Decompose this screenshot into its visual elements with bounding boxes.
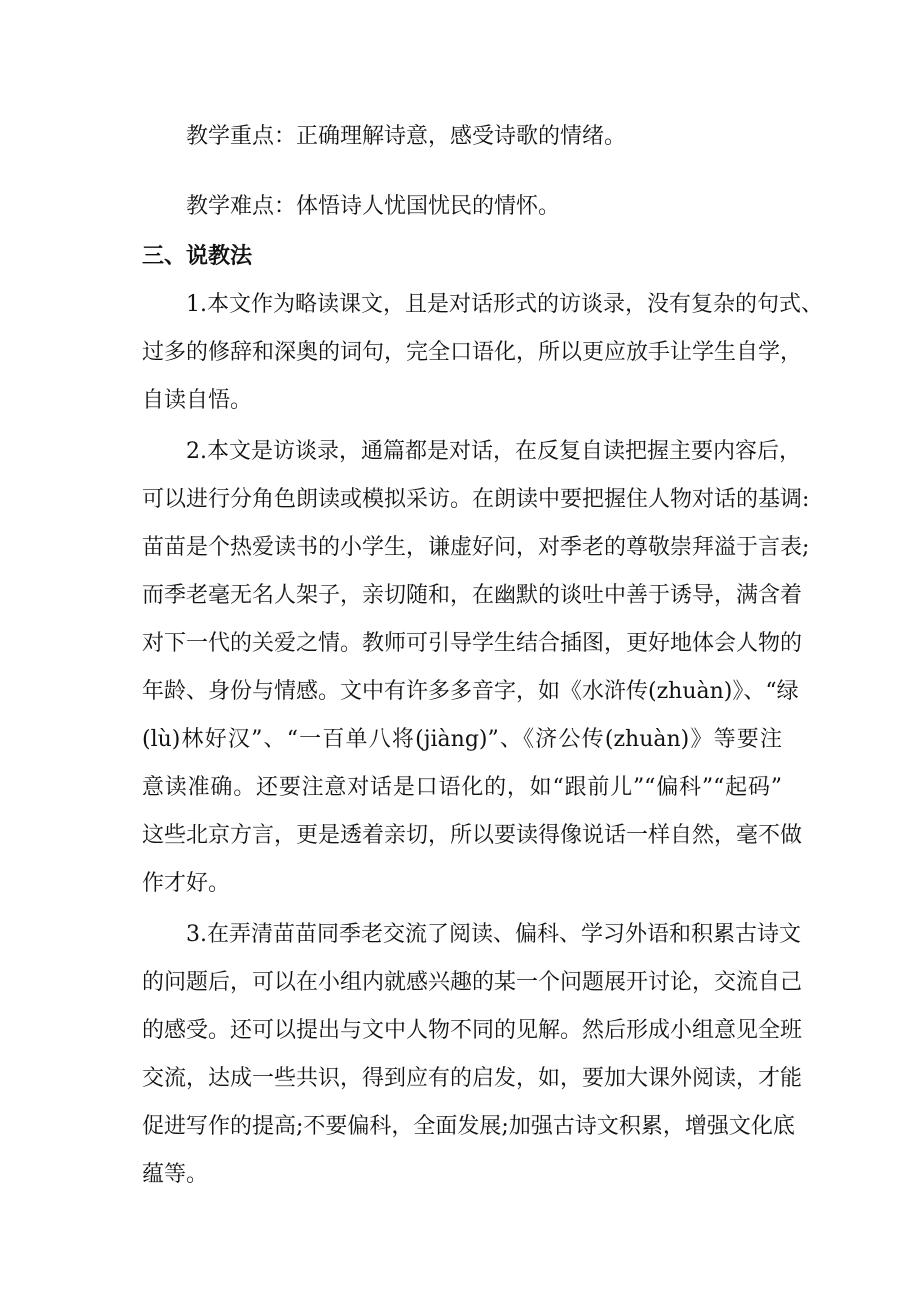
para3-line: 蕴等。 [142,1162,209,1187]
para2-line: 而季老毫无名人架子，亲切随和，在幽默的谈吐中善于诱导，满含着 [142,583,803,608]
para2-line: 这些北京方言，更是透着亲切，所以要读得像说话一样自然，毫不做 [142,823,803,848]
para1-line: 1.本文作为略读课文，且是对话形式的访谈录，没有复杂的句式、 [186,292,823,317]
para2-line: 作才好。 [142,871,231,896]
para1-line: 自读自悟。 [142,388,253,413]
para2-line: 年龄、身份与情感。文中有许多多音字，如《水浒传(zhuàn)》、“绿 [142,679,799,704]
para2-line: 对下一代的关爱之情。教师可引导学生结合插图，更好地体会人物的 [142,631,803,656]
section-heading: 三、说教法 [142,244,253,269]
para1-line: 过多的修辞和深奥的词句，完全口语化，所以更应放手让学生自学， [142,340,803,365]
para3-line: 促进写作的提高;不要偏科，全面发展;加强古诗文积累，增强文化底 [142,1114,795,1139]
para2-line: 2.本文是访谈录，通篇都是对话，在反复自读把握主要内容后， [186,439,801,464]
para3-line: 交流，达成一些共识，得到应有的启发，如，要加大课外阅读，才能 [142,1066,803,1091]
para2-line: 苗苗是个热爱读书的小学生，谦虚好问，对季老的尊敬崇拜溢于言表; [142,535,810,560]
teaching-difficulty: 教学难点：体悟诗人忧国忧民的情怀。 [186,194,561,219]
para2-line: 可以进行分角色朗读或模拟采访。在朗读中要把握住人物对话的基调: [142,487,810,512]
para3-line: 的问题后，可以在小组内就感兴趣的某一个问题展开讨论，交流自己 [142,970,803,995]
para2-line: (lù)林好汉”、“一百单八将(jiàng)”、《济公传(zhuàn)》等要注 [142,727,782,752]
teaching-key-point: 教学重点：正确理解诗意，感受诗歌的情绪。 [186,124,627,149]
para3-line: 3.在弄清苗苗同季老交流了阅读、偏科、学习外语和积累古诗文 [186,922,801,947]
para2-line: 意读准确。还要注意对话是口语化的，如“跟前儿”“偏科”“起码” [142,775,782,800]
para3-line: 的感受。还可以提出与文中人物不同的见解。然后形成小组意见全班 [142,1018,803,1043]
